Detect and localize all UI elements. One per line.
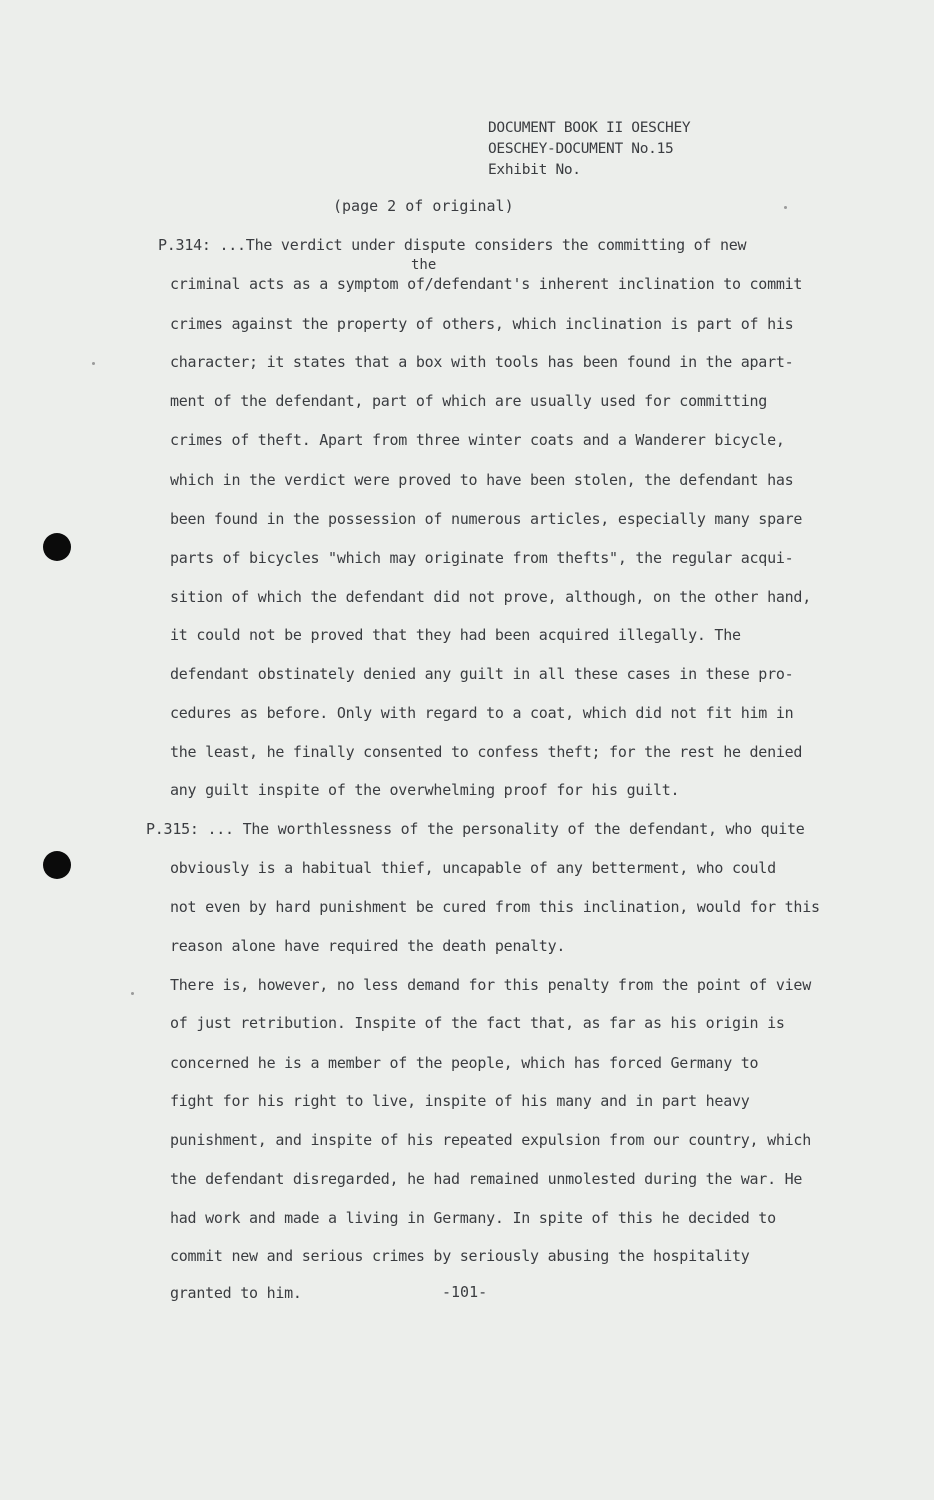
text-line: any guilt inspite of the overwhelming proof for his guilt. bbox=[170, 781, 680, 799]
text-line: parts of bicycles "which may originate from thefts", the regular acqui- bbox=[170, 549, 794, 567]
text-line: been found in the possession of numerous articles, especially many spare bbox=[170, 510, 803, 528]
page-of-original-note: (page 2 of original) bbox=[333, 197, 514, 215]
speck-mark bbox=[131, 992, 134, 995]
text-line: it could not be proved that they had been acquired illegally. The bbox=[170, 626, 741, 644]
text-line: criminal acts as a symptom of/defendant's inherent inclination to commit bbox=[170, 275, 803, 293]
text-line: defendant obstinately denied any guilt in all these cases in these pro- bbox=[170, 665, 794, 683]
speck-mark bbox=[784, 206, 787, 209]
text-line: fight for his right to live, inspite of his many and in part heavy bbox=[170, 1092, 750, 1110]
header-line-book: DOCUMENT BOOK II OESCHEY bbox=[488, 120, 691, 136]
text-line: which in the verdict were proved to have been stolen, the defendant has bbox=[170, 471, 794, 489]
text-line: the defendant disregarded, he had remained unmolested during the war. He bbox=[170, 1170, 803, 1188]
text-line: granted to him. bbox=[170, 1284, 302, 1302]
header-line-exhibit: Exhibit No. bbox=[488, 162, 581, 178]
text-line: obviously is a habitual thief, uncapable of any betterment, who could bbox=[170, 859, 776, 877]
text-line: crimes of theft. Apart from three winter coats and a Wanderer bicycle, bbox=[170, 431, 785, 449]
text-line: cedures as before. Only with regard to a coat, which did not fit him in bbox=[170, 704, 794, 722]
text-line: crimes against the property of others, which inclination is part of his bbox=[170, 315, 794, 333]
text-line: sition of which the defendant did not prove, although, on the other hand, bbox=[170, 588, 811, 606]
text-line: concerned he is a member of the people, which has forced Germany to bbox=[170, 1054, 759, 1072]
punch-hole-lower bbox=[43, 851, 71, 879]
text-line: of just retribution. Inspite of the fact that, as far as his origin is bbox=[170, 1014, 785, 1032]
speck-mark bbox=[92, 362, 95, 365]
document-header bbox=[488, 118, 690, 181]
text-line: reason alone have required the death penalty. bbox=[170, 937, 566, 955]
text-line: punishment, and inspite of his repeated expulsion from our country, which bbox=[170, 1131, 811, 1149]
text-line: commit new and serious crimes by seriously abusing the hospitality bbox=[170, 1247, 750, 1265]
text-line: ment of the defendant, part of which are usually used for committing bbox=[170, 392, 768, 410]
header-line-document: OESCHEY-DOCUMENT No.15 bbox=[488, 141, 674, 157]
text-line: had work and made a living in Germany. In spite of this he decided to bbox=[170, 1209, 776, 1227]
punch-hole-upper bbox=[43, 533, 71, 561]
text-line: There is, however, no less demand for this penalty from the point of view bbox=[170, 976, 811, 994]
interlinear-insertion: the bbox=[411, 257, 437, 273]
text-line: character; it states that a box with tools has been found in the apart- bbox=[170, 353, 794, 371]
text-line: P.314: ...The verdict under dispute considers the committing of new bbox=[158, 236, 747, 254]
page-number: -101- bbox=[442, 1283, 488, 1301]
text-line: the least, he finally consented to confess theft; for the rest he denied bbox=[170, 743, 803, 761]
text-line: P.315: ... The worthlessness of the personality of the defendant, who quite bbox=[146, 820, 805, 838]
text-line: not even by hard punishment be cured from this inclination, would for this bbox=[170, 898, 820, 916]
